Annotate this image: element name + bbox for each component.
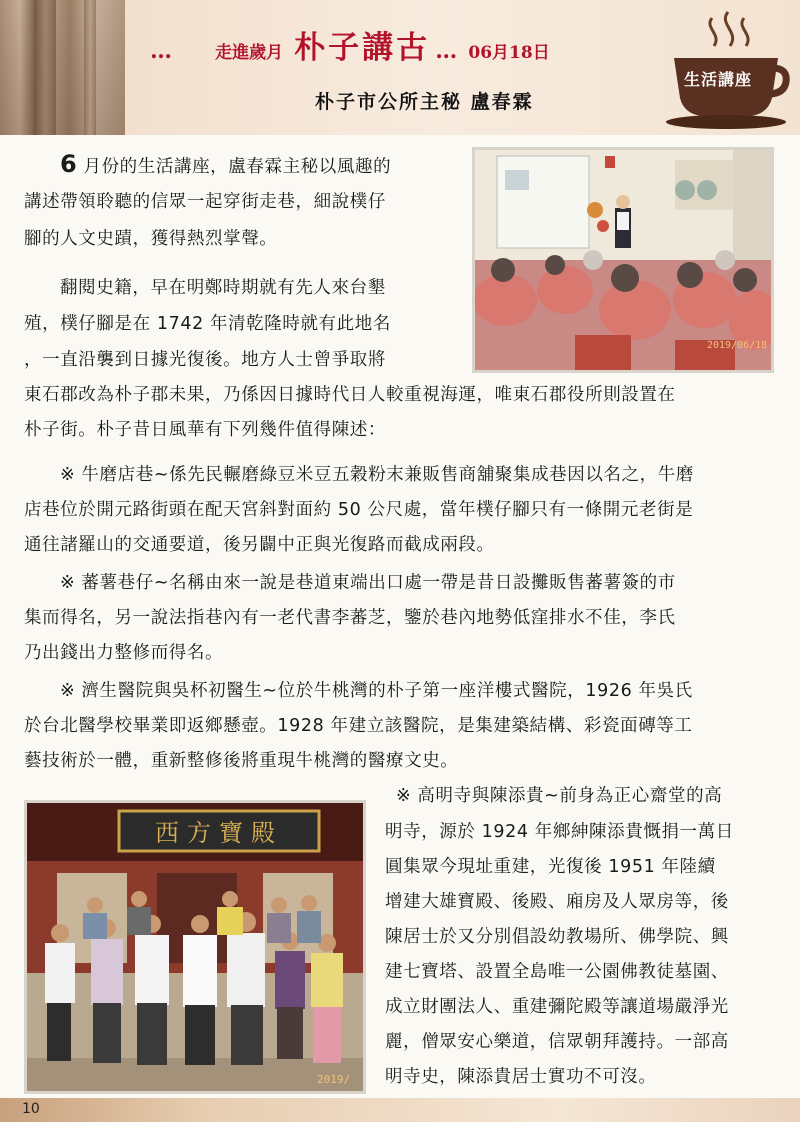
temple-group-photo bbox=[24, 800, 366, 1094]
para-6-line-3: 圓集眾今現址重建，光復後 1951 年陸續 bbox=[385, 857, 716, 877]
para-4-line-3: 乃出錢出力整修而得名。 bbox=[24, 643, 224, 663]
author-line: 朴子市公所主秘 盧春霖 bbox=[315, 91, 534, 113]
para-1-line-2: 講述帶領聆聽的信眾一起穿街走巷，細說樸仔 bbox=[24, 192, 386, 212]
temple-group-photo-image bbox=[27, 803, 363, 1091]
para-6-line-1: ※ 高明寺與陳添貴~前身為正心齋堂的高 bbox=[396, 786, 723, 806]
title-dots-right: … bbox=[435, 38, 460, 64]
para-4-line-1: ※ 蕃薯巷仔~名稱由來一說是巷道東端出口處一帶是昔日設攤販售蕃薯簽的市 bbox=[60, 573, 676, 593]
para-2-line-5: 朴子街。朴子昔日風華有下列幾件值得陳述： bbox=[24, 420, 386, 440]
para-6-line-9: 明寺史，陳添貴居士實功不可沒。 bbox=[385, 1067, 657, 1087]
para-4-line-2: 集而得名，另一說法指巷內有一老代書李蕃芝，鑒於巷內地勢低窪排水不佳，李氏 bbox=[24, 608, 676, 628]
para-6-line-2: 明寺，源於 1924 年鄉紳陳添貴慨捐一萬日 bbox=[385, 822, 734, 842]
temple-sign: 西方寶殿 bbox=[155, 819, 283, 847]
para-5-line-3: 藝技術於一體，重新整修後將重現牛桃灣的醫療文史。 bbox=[24, 751, 459, 771]
footer-band bbox=[0, 1098, 800, 1122]
lecture-photo-image bbox=[475, 150, 771, 370]
temple-photo-timestamp: 2019/ bbox=[317, 1073, 351, 1086]
para-6-line-6: 建七寶塔、設置全島唯一公園佛教徒墓園、 bbox=[385, 962, 729, 982]
para-3-line-1: ※ 牛磨店巷~係先民輾磨綠豆米豆五穀粉末兼販售商舖聚集成巷因以名之，牛磨 bbox=[60, 465, 694, 485]
photo-beam-2 bbox=[84, 0, 96, 135]
column-date: 06月18日 bbox=[468, 43, 550, 63]
para-5-line-2: 於台北醫學校畢業即返鄉懸壺。1928 年建立該醫院，是集建築結構、彩瓷面磚等工 bbox=[24, 716, 693, 736]
para-2-line-2: 殖，樸仔腳是在 1742 年清乾隆時就有此地名 bbox=[24, 314, 391, 334]
header-photo bbox=[0, 0, 125, 135]
lecture-photo-timestamp: 2019/06/18 bbox=[707, 340, 768, 351]
column-title: 朴子講古 bbox=[294, 30, 431, 66]
header-title-line bbox=[150, 22, 550, 67]
page-number: 10 bbox=[22, 1101, 40, 1117]
title-dots-left: … bbox=[150, 38, 174, 64]
para-2-line-3: ，一直沿襲到日據光復後。地方人士曾爭取將 bbox=[24, 350, 386, 370]
lecture-photo bbox=[472, 147, 774, 373]
para-2-line-4: 東石郡改為朴子郡未果，乃係因日據時代日人較重視海運，唯東石郡役所則設置在 bbox=[24, 385, 676, 405]
para-1-initial: 6 bbox=[60, 150, 78, 178]
column-kicker: 走進歲月 bbox=[215, 43, 284, 63]
para-1-line-1-text: 月份的生活講座，盧春霖主秘以風趣的 bbox=[77, 157, 392, 177]
para-6-line-4: 增建大雄寶殿、後殿、廂房及人眾房等，後 bbox=[385, 892, 729, 912]
para-5-line-1: ※ 濟生醫院與吳杯初醫生~位於牛桃灣的朴子第一座洋樓式醫院，1926 年吳氏 bbox=[60, 681, 693, 701]
para-3-line-2: 店巷位於開元路街頭在配天宮斜對面約 50 公尺處，當年樸仔腳只有一條開元老街是 bbox=[24, 500, 694, 520]
para-3-line-3: 通往諸羅山的交通要道，後另闢中正與光復路而截成兩段。 bbox=[24, 535, 495, 555]
photo-beam bbox=[34, 0, 56, 135]
para-6-line-8: 麗，僧眾安心樂道，信眾朝拜護持。一部高 bbox=[385, 1032, 729, 1052]
para-1-line-1 bbox=[60, 148, 391, 183]
para-2-line-1: 翻閱史籍，早在明鄭時期就有先人來台墾 bbox=[60, 278, 386, 298]
para-6-line-5: 陳居士於又分別倡設幼教場所、佛學院、興 bbox=[385, 927, 729, 947]
para-1-line-3: 腳的人文史蹟，獲得熱烈掌聲。 bbox=[24, 229, 278, 249]
badge-label: 生活講座 bbox=[683, 70, 752, 89]
header-banner bbox=[0, 0, 800, 135]
para-6-line-7: 成立財團法人、重建彌陀殿等讓道場嚴淨光 bbox=[385, 997, 729, 1017]
